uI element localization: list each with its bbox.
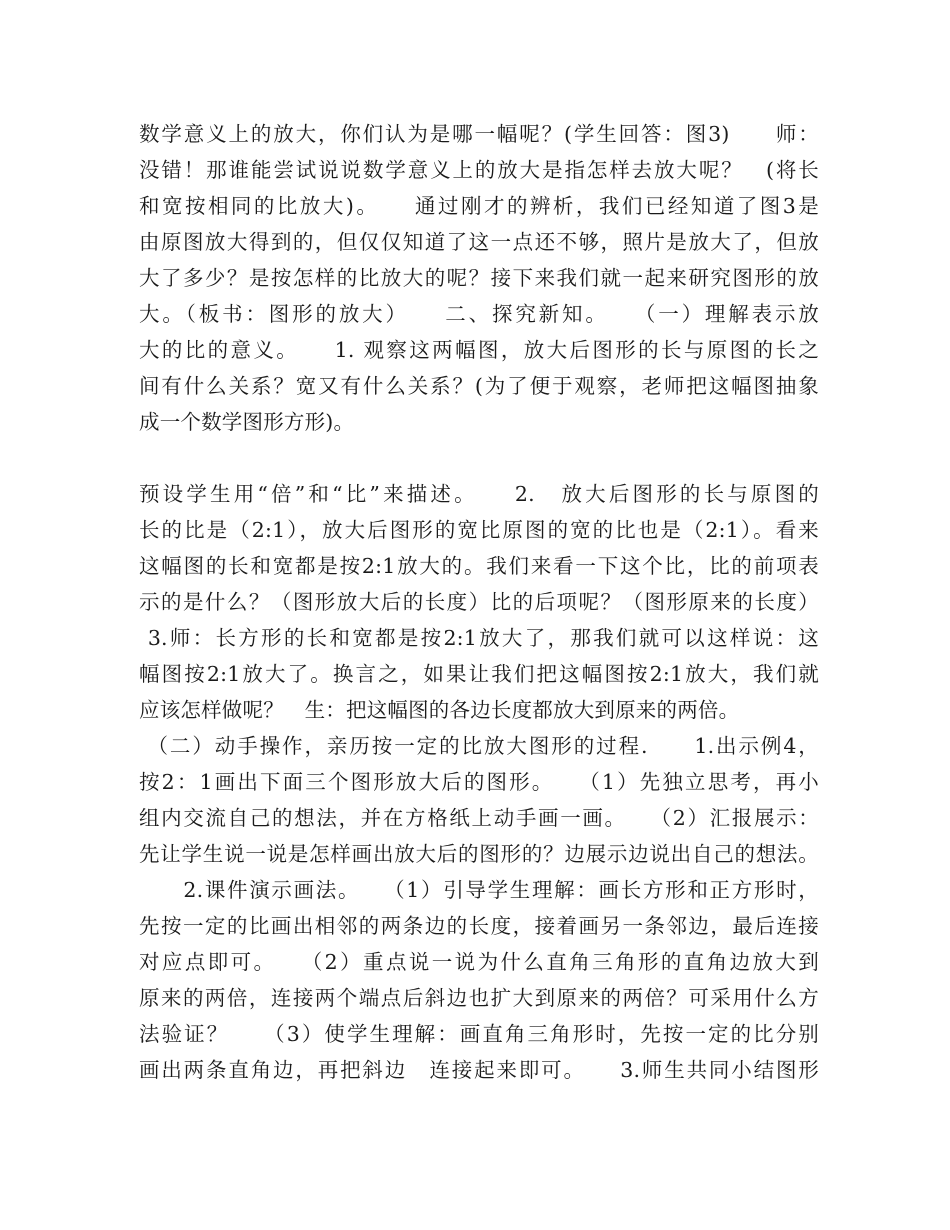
text-line: 3.师：长方形的长和宽都是按2:1放大了，那我们就可以这样说：这 [139,626,819,650]
text-line: 大的比的意义。 1. 观察这两幅图，放大后图形的长与原图的长之 [139,338,819,362]
text-line: 2.课件演示画法。 （1）引导学生理解：画长方形和正方形时， [139,878,819,902]
text-line: 这幅图的长和宽都是按2:1放大的。我们来看一下这个比，比的前项表 [139,554,819,578]
text-line: 先按一定的比画出相邻的两条边的长度，接着画另一条邻边，最后连接 [139,914,819,938]
text-line: 和宽按相同的比放大)。 通过刚才的辨析，我们已经知道了图3是 [139,194,819,218]
text-line: 幅图按2:1放大了。换言之，如果让我们把这幅图按2:1放大，我们就 [139,662,819,686]
text-line: 对应点即可。 （2）重点说一说为什么直角三角形的直角边放大到 [139,950,819,974]
text-line: 成一个数学图形方形)。 [139,410,355,434]
text-line: 间有什么关系？宽又有什么关系？(为了便于观察，老师把这幅图抽象 [139,374,819,398]
text-line: 大。（板书：图形的放大） 二、探究新知。 （一）理解表示放 [139,302,819,326]
text-line: 预设学生用“倍”和“比”来描述。 2. 放大后图形的长与原图的 [139,482,819,506]
text-line: 先让学生说一说是怎样画出放大后的图形的？边展示边说出自己的想法。 [139,842,819,866]
text-line: 法验证？ （3）使学生理解：画直角三角形时，先按一定的比分别 [139,1022,819,1046]
text-line: 按2：1画出下面三个图形放大后的图形。 （1）先独立思考，再小 [139,770,819,794]
text-line: 数学意义上的放大，你们认为是哪一幅呢？(学生回答：图3) 师： [139,122,819,146]
text-line: 示的是什么？（图形放大后的长度）比的后项呢？（图形原来的长度） [139,590,819,614]
text-line: 应该怎样做呢？ 生：把这幅图的各边长度都放大到原来的两倍。 [139,698,740,722]
text-line: 组内交流自己的想法，并在方格纸上动手画一画。 （2）汇报展示： [139,806,819,830]
text-line: （二）动手操作，亲历按一定的比放大图形的过程. 1.出示例4， [139,734,819,758]
text-line: 长的比是（2:1），放大后图形的宽比原图的宽的比也是（2:1）。看来 [139,518,819,542]
text-line: 大了多少？是按怎样的比放大的呢？接下来我们就一起来研究图形的放 [139,266,819,290]
text-line: 没错！那谁能尝试说说数学意义上的放大是指怎样去放大呢？ (将长 [139,158,819,182]
text-line: 画出两条直角边，再把斜边 连接起来即可。 3.师生共同小结图形 [139,1058,819,1082]
text-line: 原来的两倍，连接两个端点后斜边也扩大到原来的两倍？可采用什么方 [139,986,819,1010]
text-line: 由原图放大得到的，但仅仅知道了这一点还不够，照片是放大了，但放 [139,230,819,254]
